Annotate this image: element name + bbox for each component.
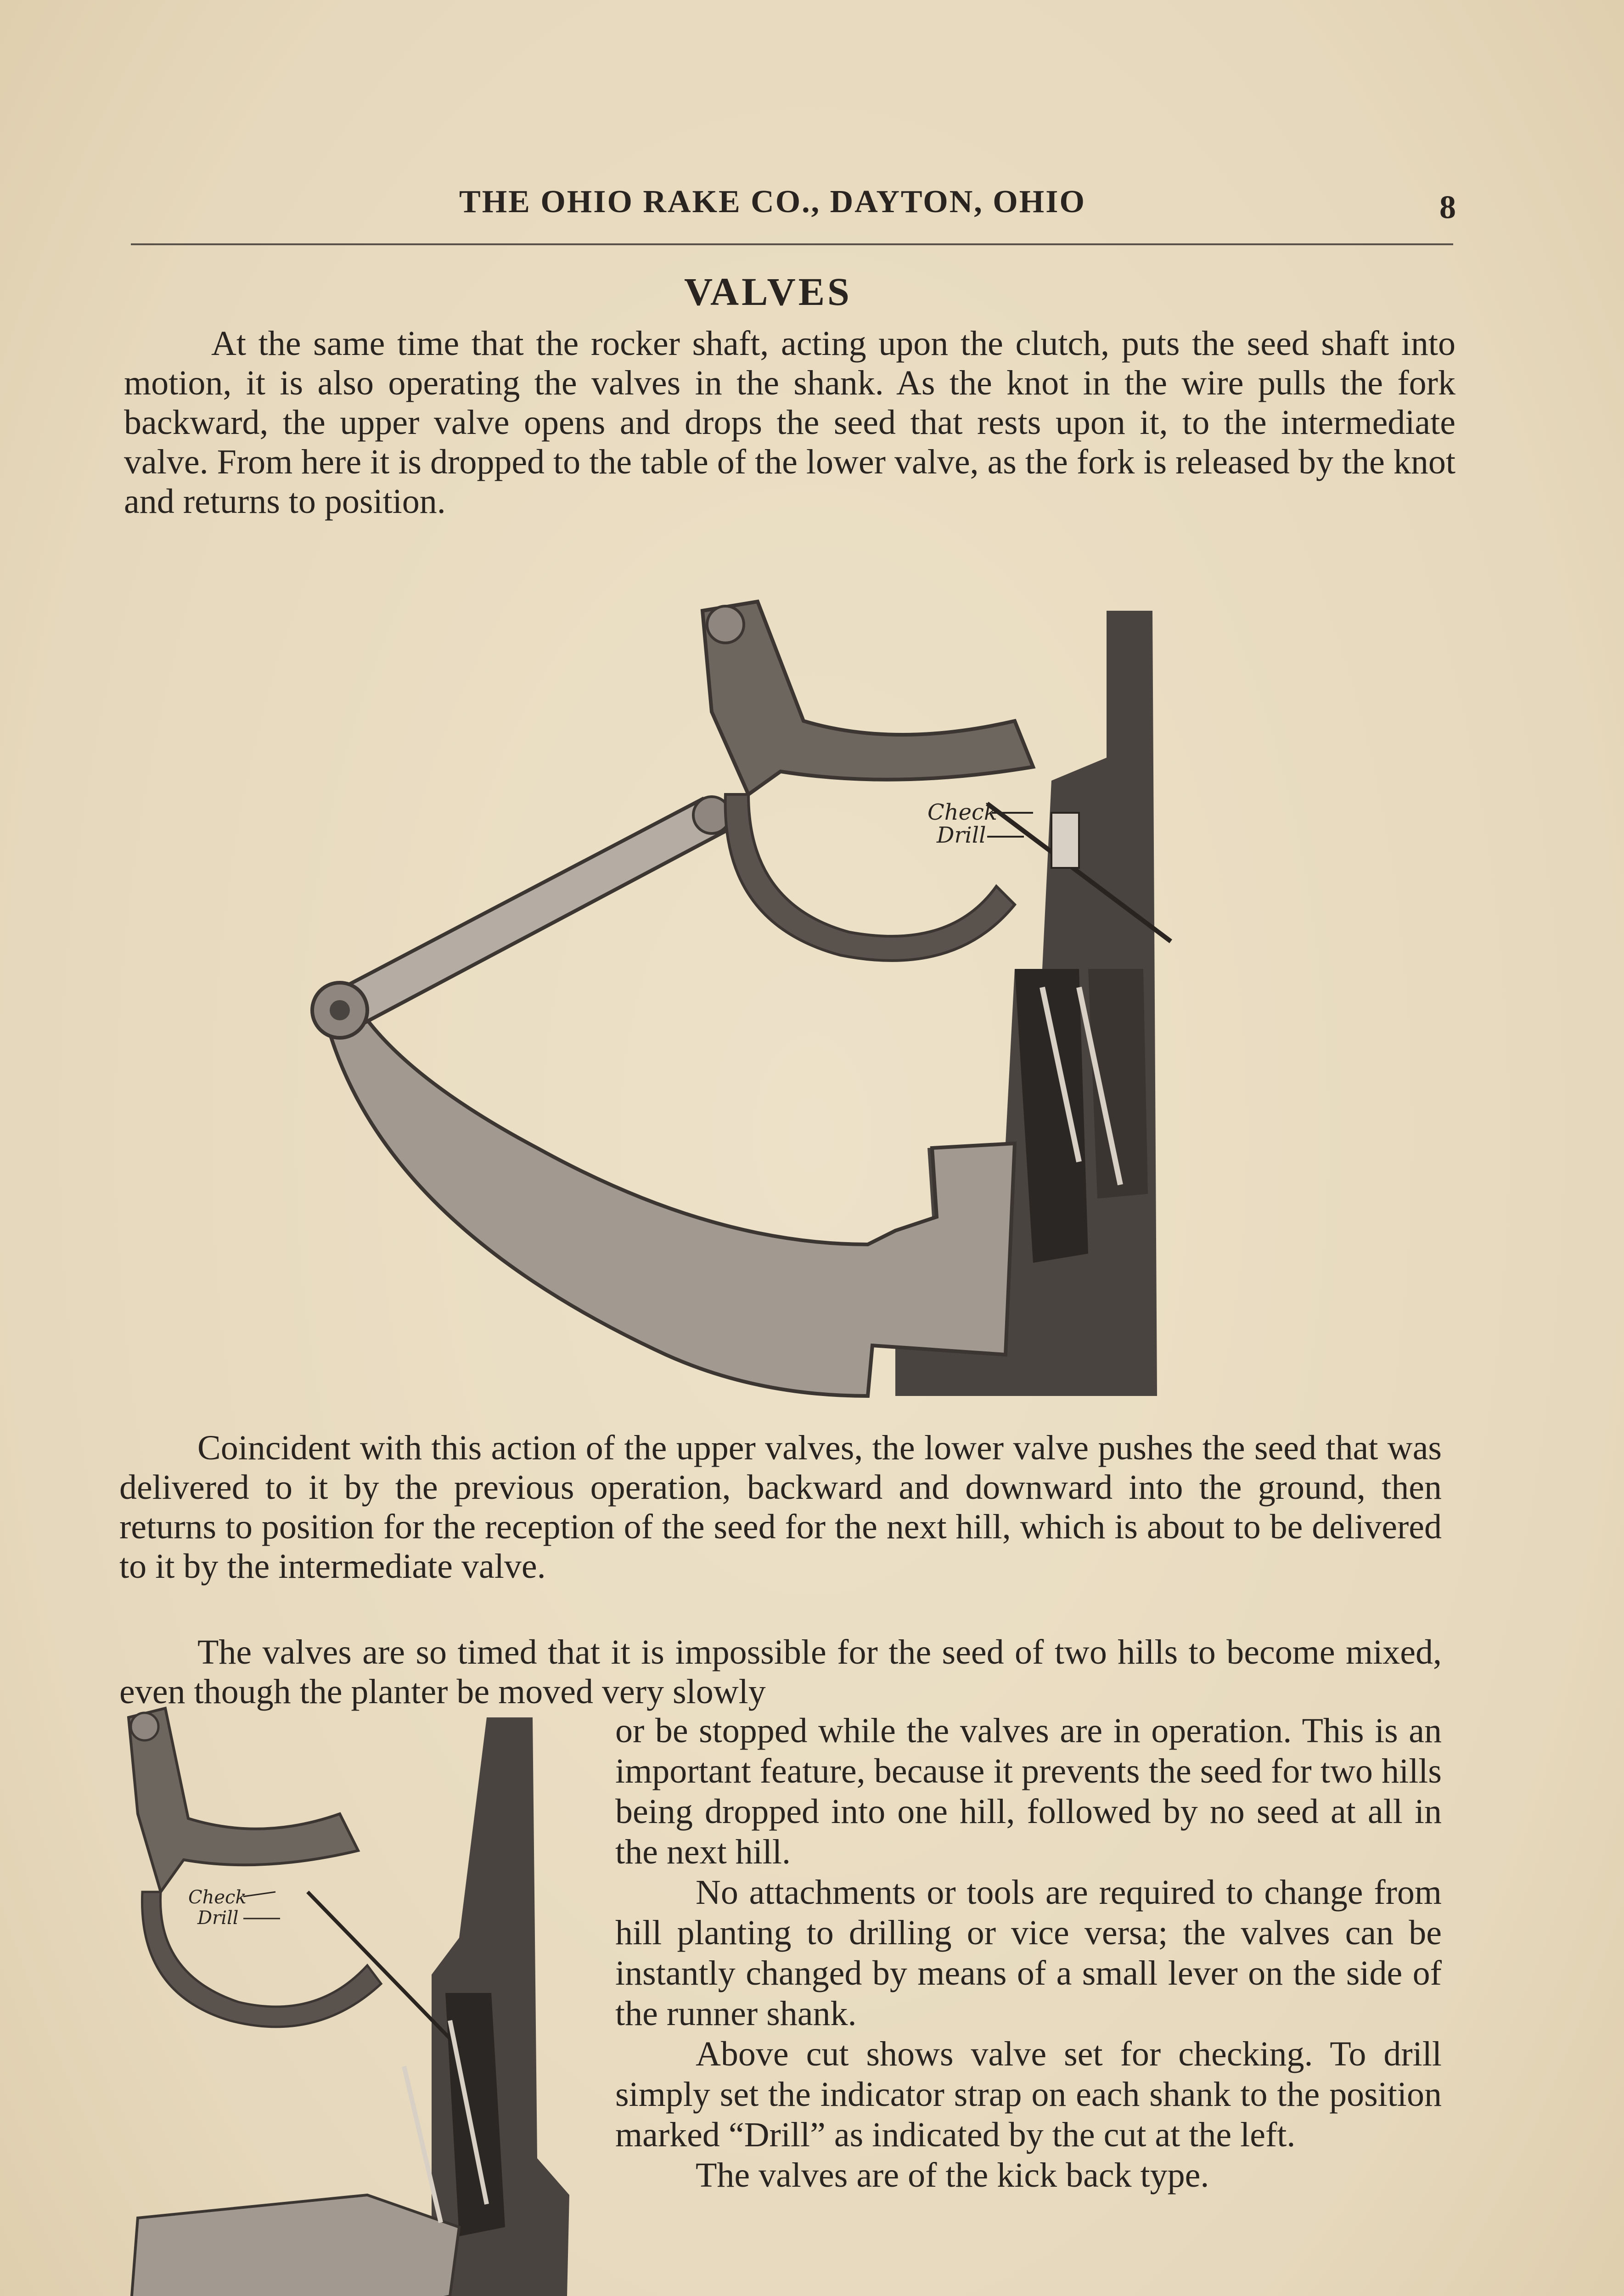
paragraph-kick-back: The valves are of the kick back type. (696, 2156, 1209, 2195)
valve-drill-illustration (110, 1699, 597, 2296)
paragraph-valve-operation: At the same time that the rocker shaft, acting upon the clutch, puts the seed shaft into motion, it is also operating the valves in the shank. As the knot in the wire pulls the fork backward, the upper valve opens and drops the seed that rests upon it, to the intermediate valve. From here it is dropped to the table of the lower valve, as the fork is released by the knot and returns to position. (124, 324, 1455, 521)
paragraph-timing-intro: The valves are so timed that it is impossible for the seed of two hills to become mixed, even though the planter be moved very slowly (119, 1633, 1442, 1711)
paragraph-indicator-strap: Above cut shows valve set for checking. To drill simply set the indicator strap on each shank to the position marked “Drill” as indicated by the cut at the left. (615, 2035, 1442, 2154)
drill-label: Drill (937, 822, 986, 848)
drill-label-small: Drill (197, 1908, 239, 1929)
page-number: 8 (1439, 189, 1456, 225)
section-title: VALVES (684, 270, 852, 314)
right-column-text (615, 1711, 1442, 2195)
header-rule (131, 243, 1453, 245)
check-label: Check (927, 799, 998, 825)
paragraph-lower-valve: Coincident with this action of the upper valves, the lower valve pushes the seed that was delivered to it by the previous operation, backward and downward into the ground, then returns to position for the reception of the seed for the next hill, which is about to be delivered to it by the intermediate valve. (119, 1429, 1442, 1586)
running-header: THE OHIO RAKE CO., DAYTON, OHIO (459, 184, 1086, 219)
valve-check-illustration (298, 574, 1272, 1424)
paragraph-no-tools: No attachments or tools are required to change from hill planting to drilling or vice versa; the valves can be instantly changed by means of a small lever on the side of the runner shank. (615, 1873, 1442, 2033)
paragraph-timing-continued: or be stopped while the valves are in operation. This is an important feature, because it prevents the seed for two hills being dropped into one hill, followed by no seed at all in the next hill. (615, 1711, 1442, 1871)
check-label-small: Check (188, 1887, 247, 1908)
